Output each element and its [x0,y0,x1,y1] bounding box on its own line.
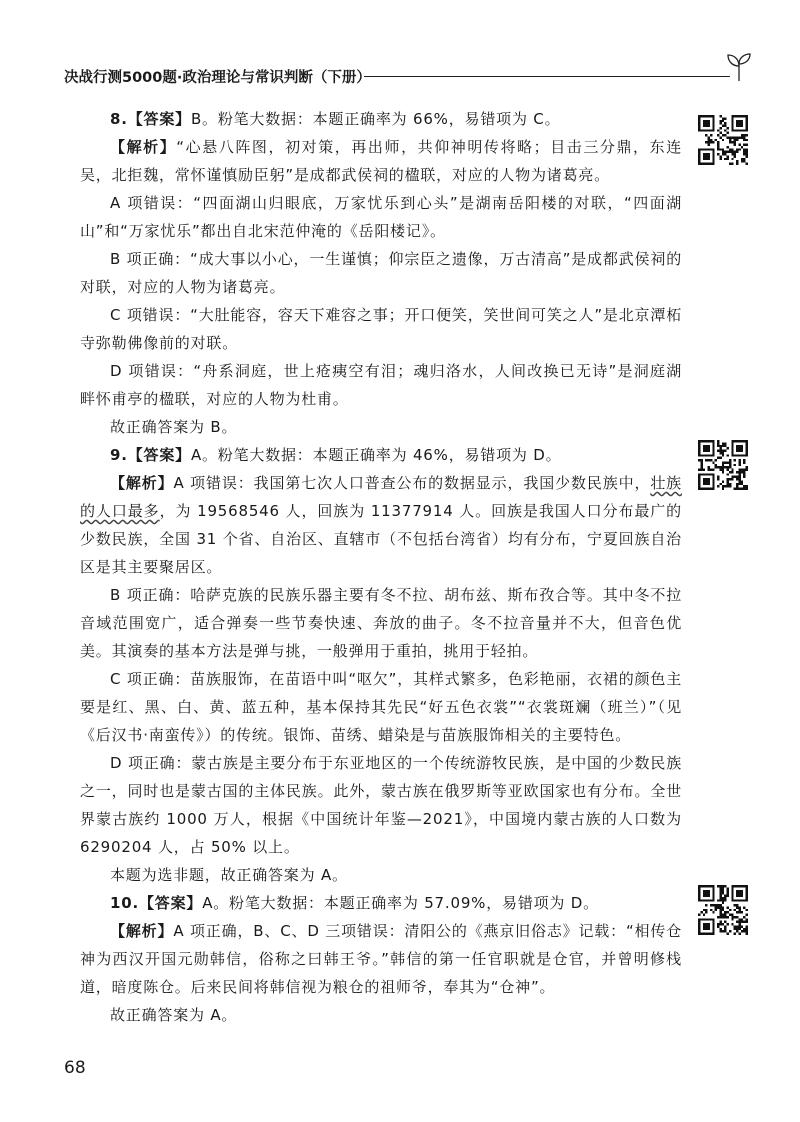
qr-code-question-9[interactable] [698,440,748,490]
option-paragraph: B 项正确：“成大事以小心，一生谨慎；仰宗臣之遗像，万古清高”是成都武侯祠的对联，对应的人物为诸葛亮。 [80,250,682,296]
answer-label: 8.【答案】 [110,110,191,128]
option-paragraph: B 项正确：哈萨克族的民族乐器主要有冬不拉、胡布兹、斯布孜合等。其中冬不拉音域范围宽广，适合弹奏一些节奏快速、奔放的曲子。冬不拉音量并不大，但音色优美。其演奏的基本方法是弹与挑，一般弹用于重拍，挑用于轻拍。 [80,586,682,660]
option-paragraph: C 项错误：“大肚能容，容天下难容之事；开口便笑，笑世间可笑之人”是北京潭柘寺弥勒佛像前的对联。 [80,306,682,352]
book-title: 决战行测5000题·政治理论与常识判断（下册） [64,70,371,86]
qr-code-question-8[interactable] [698,115,748,165]
option-paragraph: D 项正确：蒙古族是主要分布于东亚地区的一个传统游牧民族，是中国的少数民族之一，同时也是蒙古国的主体民族。此外，蒙古族在俄罗斯等亚欧国家也有分布。全世界蒙古族约 1000 万人，根据《中国统计年鉴—2021》，中国境内蒙古族的人口数为 6290204 人，占 50% 以上。 [80,754,682,856]
qr-code-question-10[interactable] [698,885,748,935]
underlined-text: 壮族的人口最多 [80,474,682,520]
option-paragraph: D 项错误：“舟系洞庭，世上疮痍空有泪；魂归洛水，人间改换已无诗”是洞庭湖畔怀甫亭的楹联，对应的人物为杜甫。 [80,362,682,408]
answer-label: 9.【答案】 [110,446,191,464]
page-number: 68 [64,1058,86,1078]
sprout-leaf-icon [726,52,752,82]
answer-content [80,105,682,1029]
answer-label: 10.【答案】 [110,894,203,912]
conclusion-paragraph: 本题为选非题，故正确答案为 A。 [110,866,348,884]
analysis-paragraph: 【解析】A 项错误：我国第七次人口普查公布的数据显示，我国少数民族中，壮族的人口最多，为 19568546 人，回族为 11377914 人。回族是我国人口分布最广的少数民族，全国 31 个省、自治区、直辖市（不包括台湾省）均有分布，宁夏回族自治区是其主要聚居区。 [80,474,682,576]
option-paragraph: A 项错误：“四面湖山归眼底，万家忧乐到心头”是湖南岳阳楼的对联，“四面湖山”和“万家忧乐”都出自北宋范仲淹的《岳阳楼记》。 [80,194,682,240]
running-header [64,64,754,88]
conclusion-paragraph: 故正确答案为 B。 [110,418,238,436]
option-paragraph: C 项正确：苗族服饰，在苗语中叫“呕欠”，其样式繁多，色彩艳丽，衣裙的颜色主要是红、黑、白、黄、蓝五种，基本保持其先民“好五色衣裳”“衣裳斑斓（班兰）”（见《后汉书·南蛮传》）的传统。银饰、苗绣、蜡染是与苗族服饰相关的主要特色。 [80,670,682,744]
analysis-paragraph: 【解析】A 项正确，B、C、D 三项错误：清阳公的《燕京旧俗志》记载：“相传仓神为西汉开国元勋韩信，俗称之曰韩王爷。”韩信的第一任官职就是仓官，并曾明修栈道，暗度陈仓。后来民间将韩信视为粮仓的祖师爷，奉其为“仓神”。 [80,922,683,996]
header-rule [364,76,730,77]
answer-line-q9: 9.【答案】A。粉笔大数据：本题正确率为 46%，易错项为 D。 [110,446,562,464]
analysis-paragraph: 【解析】“心悬八阵图，初对策，再出师，共仰神明传将略；目击三分鼎，东连吴，北拒魏，常怀谨慎励臣躬”是成都武侯祠的楹联，对应的人物为诸葛亮。 [80,138,683,184]
conclusion-paragraph: 故正确答案为 A。 [110,1006,238,1024]
answer-line-q8: 8.【答案】B。粉笔大数据：本题正确率为 66%，易错项为 C。 [110,110,561,128]
answer-line-q10: 10.【答案】A。粉笔大数据：本题正确率为 57.09%，易错项为 D。 [110,894,599,912]
